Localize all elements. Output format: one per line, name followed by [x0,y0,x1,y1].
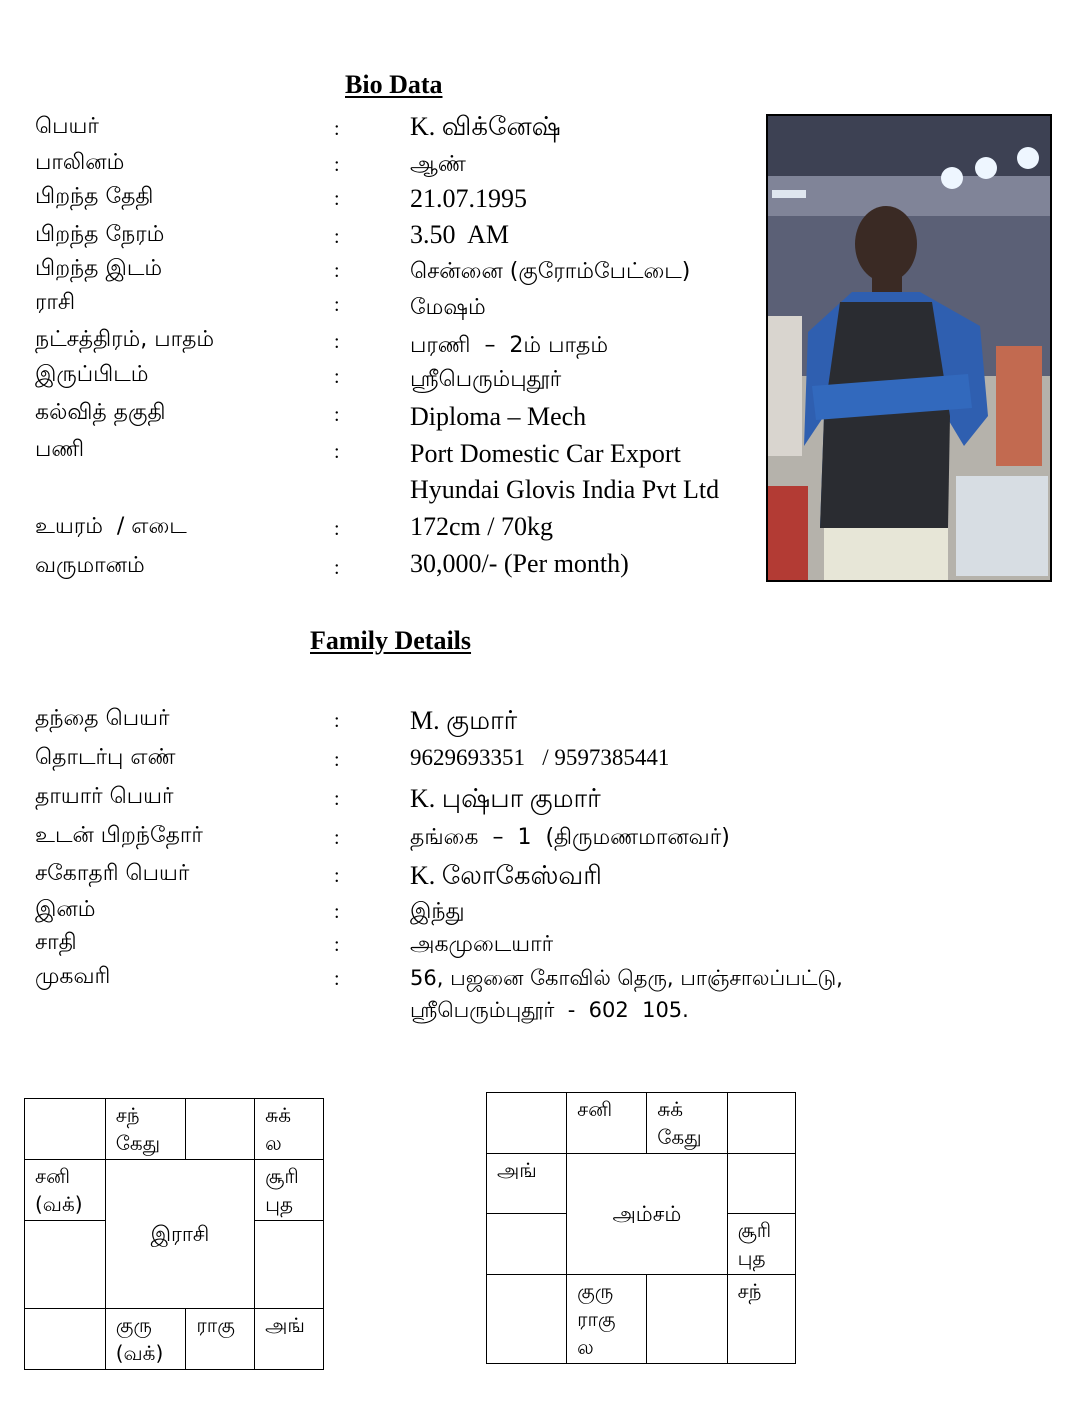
field-value: K. லோகேஸ்வரி [410,861,603,890]
field-colon: : [334,788,340,810]
family-row-father [0,706,1072,742]
field-colon: : [334,901,340,923]
amsam-house-10 [487,1275,567,1364]
field-label: வருமானம் [35,553,145,578]
field-value: தங்கை – 1 (திருமணமானவர்) [410,825,730,850]
field-colon: : [334,827,340,849]
field-colon: : [334,260,340,282]
family-row-contact [0,745,1072,781]
field-label: பிறந்த நேரம் [35,222,165,247]
planet-label: சுக் [265,1103,292,1127]
family-row-religion [0,897,1072,933]
field-label: சாதி [35,930,77,955]
field-colon: : [334,968,340,990]
planet-label: அங் [265,1313,305,1337]
field-value: சென்னை (குரோம்பேட்டை) [410,259,691,284]
rasi-house-1 [25,1099,106,1160]
field-colon: : [334,294,340,316]
field-colon: : [334,518,340,540]
field-colon: : [334,188,340,210]
field-value: 3.50 AM [410,220,509,249]
field-colon: : [334,749,340,771]
field-colon: : [334,226,340,248]
field-label: தொடர்பு எண் [35,745,176,770]
planet-label: புத [265,1192,294,1216]
amsam-house-12 [487,1154,567,1214]
family-row-caste [0,930,1072,966]
rasi-house-2 [105,1099,186,1160]
rasi-house-5 [255,1160,324,1221]
amsam-house-11 [487,1214,567,1275]
field-label: தாயார் பெயர் [35,784,174,809]
amsam-house-9 [567,1275,647,1364]
profile-photo-illustration [768,116,1050,580]
planet-label: சந் [115,1103,140,1127]
field-colon: : [334,441,340,463]
field-value: ஆண் [410,152,466,177]
planet-label: (வக்) [115,1341,164,1365]
field-value: 172cm / 70kg [410,512,553,541]
field-value: மேஷம் [410,295,486,320]
amsam-chart [486,1092,796,1364]
field-label: முகவரி [35,964,111,989]
planet-label: ராகு [196,1313,235,1337]
field-colon: : [334,710,340,732]
rasi-chart [24,1098,324,1370]
field-value: K. விக்னேஷ் [410,112,561,141]
rasi-house-11 [25,1221,106,1309]
amsam-house-8 [647,1275,727,1364]
field-value: Port Domestic Car Export [410,439,681,468]
field-colon: : [334,154,340,176]
rasi-house-3 [186,1099,255,1160]
planet-label: கேது [657,1125,702,1149]
field-value-line2: ஸ்ரீபெரும்புதூர் - 602 105. [410,998,689,1022]
amsam-house-4 [727,1093,795,1154]
field-value: ஸ்ரீபெரும்புதூர் [410,367,562,392]
family-row-mother [0,784,1072,820]
planet-label: சனி [35,1164,70,1188]
field-label: பாலினம் [35,150,125,175]
field-value-line2: Hyundai Glovis India Pvt Ltd [410,475,720,504]
field-value: Diploma – Mech [410,402,587,431]
field-label: உயரம் / எடை [35,514,187,539]
rasi-chart-center: இராசி [105,1160,254,1309]
planet-label: புத [737,1246,766,1270]
amsam-chart-center: அம்சம் [567,1154,727,1275]
amsam-house-3 [647,1093,727,1154]
field-value: பரணி – 2ம் பாதம் [410,333,609,358]
field-label: பணி [35,437,85,462]
field-label: பிறந்த இடம் [35,256,163,281]
field-colon: : [334,118,340,140]
field-colon: : [334,557,340,579]
planet-label: ல [265,1131,282,1155]
rasi-house-4 [255,1099,324,1160]
family-row-siblings [0,823,1072,859]
field-label: பிறந்த தேதி [35,184,154,209]
planet-label: சனி [577,1097,613,1121]
family-row-sister-name [0,861,1072,897]
field-label: கல்வித் தகுதி [35,400,166,425]
field-colon: : [334,865,340,887]
rasi-house-9 [105,1309,186,1370]
field-value: 56, பஜனை கோவில் தெரு, பாஞ்சாலப்பட்டு, [410,966,843,990]
rasi-house-12 [25,1160,106,1221]
planet-label: குரு [577,1279,614,1303]
field-value: இந்து [410,899,465,924]
profile-photo [766,114,1052,582]
field-label: தந்தை பெயர் [35,706,170,731]
field-label: இனம் [35,897,96,922]
rasi-house-10 [25,1309,106,1370]
amsam-house-5 [727,1154,795,1214]
field-colon: : [334,331,340,353]
field-label: இருப்பிடம் [35,362,149,387]
field-label: உடன் பிறந்தோர் [35,823,203,848]
amsam-house-2 [567,1093,647,1154]
amsam-house-7 [727,1275,795,1364]
field-label: பெயர் [35,114,99,139]
rasi-house-6 [255,1221,324,1309]
field-value: அகமுடையார் [410,932,554,957]
planet-label: ராகு [577,1307,616,1331]
field-colon: : [334,934,340,956]
planet-label: குரு [115,1313,152,1337]
field-value: M. குமார் [410,706,518,735]
field-label: நட்சத்திரம், பாதம் [35,327,215,352]
field-value: K. புஷ்பா குமார் [410,784,601,813]
planet-label: அங் [497,1158,537,1182]
field-value: 21.07.1995 [410,184,527,213]
planet-label: ல [577,1335,594,1359]
planet-label: (வக்) [35,1192,83,1216]
field-value: 30,000/- (Per month) [410,549,629,578]
rasi-house-7 [255,1309,324,1370]
planet-label: சூரி [265,1164,299,1188]
planet-label: கேது [115,1131,161,1155]
rasi-house-8 [186,1309,255,1370]
field-colon: : [334,366,340,388]
planet-label: சுக் [657,1097,684,1121]
planet-label: சூரி [737,1218,772,1242]
family-row-address [0,964,1072,1036]
field-value: 9629693351 / 9597385441 [410,745,670,770]
planet-label: சந் [737,1279,762,1303]
bio-data-heading: Bio Data [345,70,443,99]
field-label: ராசி [35,290,76,315]
family-details-heading: Family Details [310,626,472,655]
field-colon: : [334,404,340,426]
amsam-house-1 [487,1093,567,1154]
field-label: சகோதரி பெயர் [35,861,190,886]
amsam-house-6 [727,1214,795,1275]
